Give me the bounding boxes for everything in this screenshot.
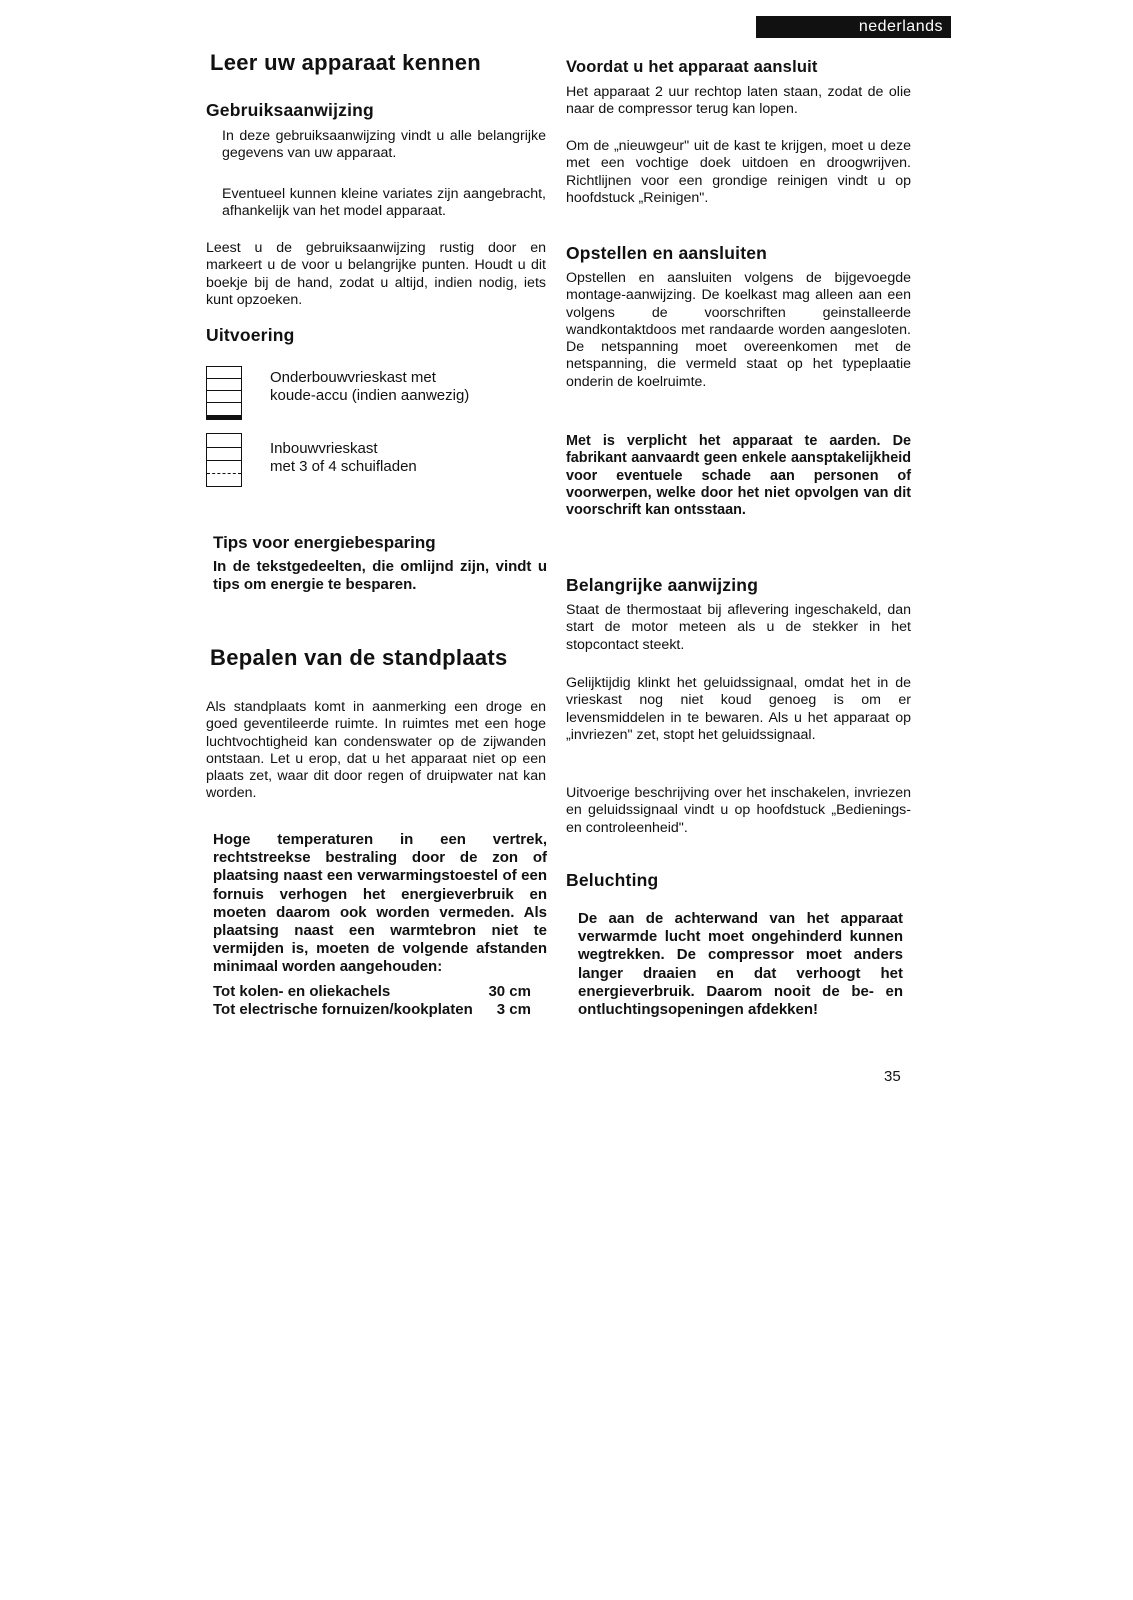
tip-beluchting: De aan de achterwand van het apparaat verwarmde lucht moet ongehinderd kunnen wegtrekken. De compressor moet anders langer draaien en dat verhoogt het energieverbruik. Daarom nooit de be- en ontluchtingsopeningen afdekken!	[578, 910, 903, 1019]
heading-uitvoering: Uitvoering	[206, 325, 295, 345]
uitvoering-item-1-line-2: koude-accu (indien aanwezig)	[270, 387, 470, 404]
uitvoering-item-2-line-1: Inbouwvrieskast	[270, 440, 378, 457]
heading-voordat: Voordat u het apparaat aansluit	[566, 58, 818, 76]
heading-beluchting: Beluchting	[566, 870, 659, 890]
paragraph-belangrijk-2: Gelijktijdig klinkt het geluidssignaal, omdat het in de vrieskast nog niet koud genoeg is om er levensmiddelen in te bewaren. Als u het apparaat op „invriezen" zet, stopt het geluidssignaal.	[566, 675, 911, 743]
uitvoering-item-1-line-1: Onderbouwvrieskast met	[270, 369, 436, 386]
tip-standplaats: Hoge temperaturen in een vertrek, rechtstreekse bestraling door de zon of plaatsing naast een verwarmingstoestel of een fornuis verhogen het energieverbruik en moeten daarom ook worden vermeden. Als plaatsing naast een warmtebron niet te vermijden is, moeten de volgende afstanden minimaal worden aangehouden:	[213, 831, 547, 976]
heading-standplaats: Bepalen van de standplaats	[210, 645, 508, 670]
heading-tips-energie: Tips voor energiebesparing	[213, 533, 436, 552]
page-number: 35	[884, 1068, 901, 1085]
freezer-drawers-icon	[206, 433, 242, 487]
distance-value-kachels: 30 cm	[488, 983, 531, 1000]
freezer-accu-icon	[206, 366, 242, 420]
heading-opstellen: Opstellen en aansluiten	[566, 243, 768, 263]
distance-row-kachels	[213, 983, 531, 1000]
paragraph-gebruik-1: In deze gebruiksaanwijzing vindt u alle belangrijke gegevens van uw apparaat.	[222, 128, 546, 162]
warning-aarden: Met is verplicht het apparaat te aarden. De fabrikant aanvaardt geen enkele aansptakelijkheid voor eventuele schade aan personen of voorwerpen, welke door het niet opvolgen van dit voorschrift kan ontsstaan.	[566, 433, 911, 519]
paragraph-gebruik-3: Leest u de gebruiksaanwijzing rustig door en markeert u de voor u belangrijke punten. Houdt u dit boekje bij de hand, zodat u altijd, indien nodig, iets kunt opzoeken.	[206, 240, 546, 308]
paragraph-voordat-2: Om de „nieuwgeur" uit de kast te krijgen, moet u deze met een vochtige doek uitdoen en droogwrijven. Richtlijnen voor een grondige reinigen vindt u op hoofdstuck „Reinigen".	[566, 138, 911, 206]
section-title-know-appliance: Leer uw apparaat kennen	[210, 50, 481, 75]
tip-energie-text: In de tekstgedeelten, die omlijnd zijn, vindt u tips om energie te besparen.	[213, 558, 547, 594]
paragraph-standplaats: Als standplaats komt in aanmerking een droge en goed geventileerde ruimte. In ruimtes met een hoge luchtvochtigheid kan condenswater op de zijwanden ontstaan. Let u erop, dat u het apparaat niet op een plaats zet, waar dit door regen of druipwater nat kan worden.	[206, 699, 546, 802]
paragraph-belangrijk-3: Uitvoerige beschrijving over het inschakelen, invriezen en geluidssignaal vindt u op hoofdstuck „Bedienings- en controleenheid".	[566, 785, 911, 836]
heading-belangrijk: Belangrijke aanwijzing	[566, 575, 759, 595]
language-tab: nederlands	[756, 16, 951, 38]
paragraph-gebruik-2: Eventueel kunnen kleine variates zijn aangebracht, afhankelijk van het model apparaat.	[222, 186, 546, 220]
distance-label-kachels: Tot kolen- en oliekachels	[213, 983, 391, 1000]
heading-gebruiksaanwijzing: Gebruiksaanwijzing	[206, 100, 374, 120]
uitvoering-item-2-line-2: met 3 of 4 schuifladen	[270, 458, 417, 475]
distance-row-fornuizen	[213, 1001, 531, 1018]
distance-value-fornuizen: 3 cm	[496, 1001, 531, 1018]
paragraph-voordat-1: Het apparaat 2 uur rechtop laten staan, zodat de olie naar de compressor terug kan lopen.	[566, 84, 911, 118]
paragraph-belangrijk-1: Staat de thermostaat bij aflevering ingeschakeld, dan start de motor meteen als u de stekker in het stopcontact steekt.	[566, 602, 911, 653]
distance-label-fornuizen: Tot electrische fornuizen/kookplaten	[213, 1001, 473, 1018]
paragraph-opstellen: Opstellen en aansluiten volgens de bijgevoegde montage-aanwijzing. De koelkast mag alleen aan een volgens de voorschriften geinstalleerde wandkontaktdoos met randaarde worden aangesloten. De netspanning moet overeenkomen met de netspanning, die vermeld staat op het typeplaatie onderin de koelruimte.	[566, 270, 911, 390]
